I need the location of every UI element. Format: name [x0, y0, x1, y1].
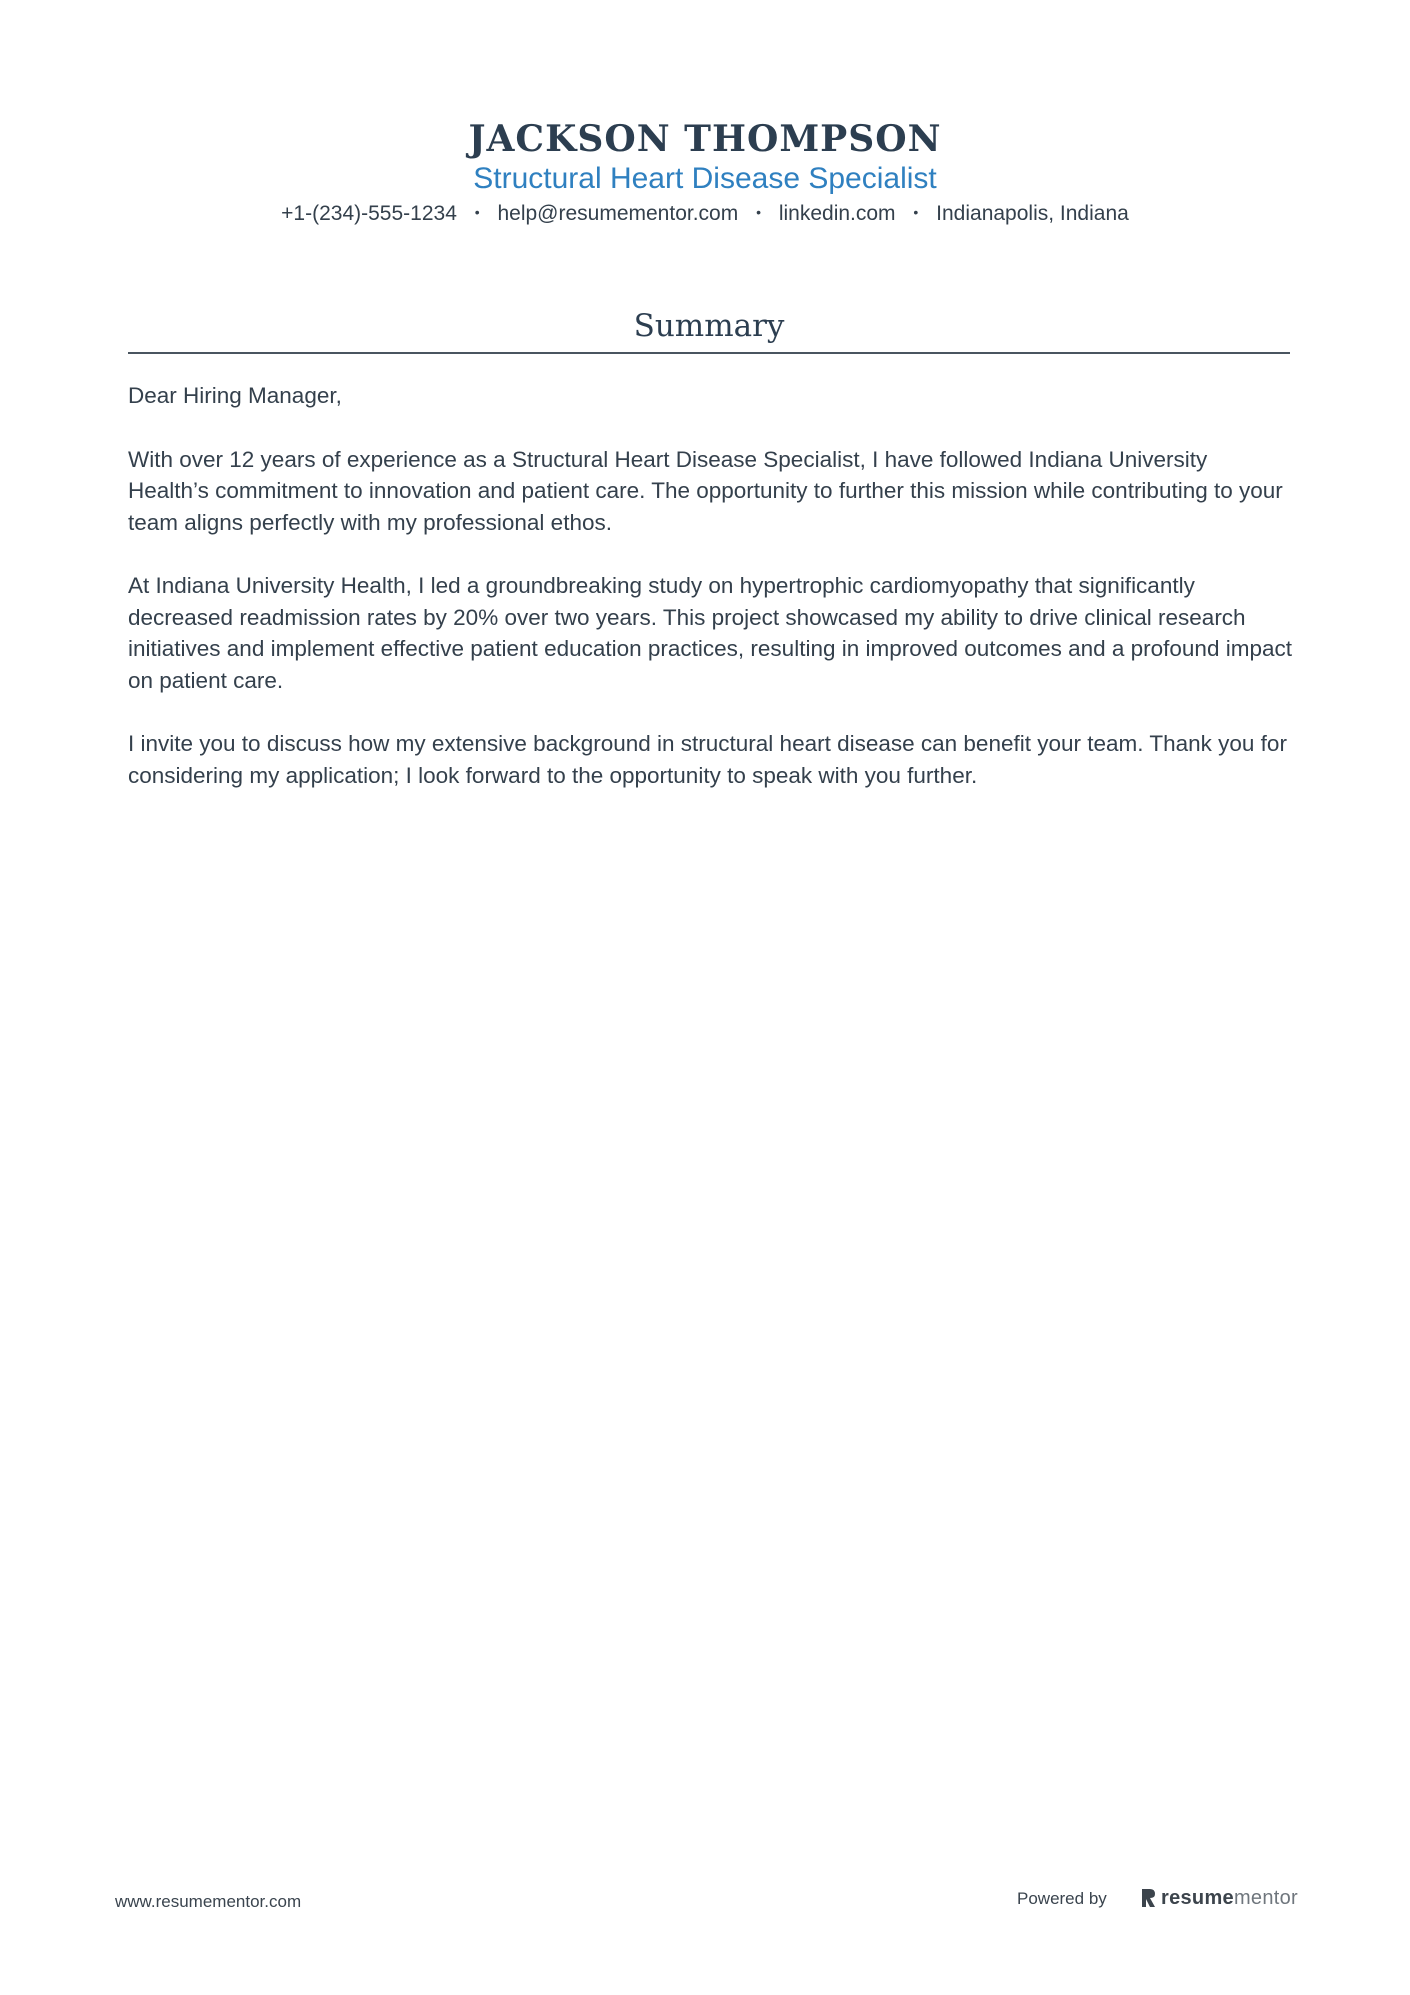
- letter-paragraph: With over 12 years of experience as a Structural Heart Disease Specialist, I have followed Indiana University Health’s commitment to innovation and patient care. The opportunity to further this mission while contributing to your team aligns perfectly with my professional ethos.: [128, 446, 1283, 535]
- contact-separator: •: [474, 204, 480, 221]
- applicant-job-title: Structural Heart Disease Specialist: [473, 162, 937, 195]
- brand-wordmark-bold: resume: [1161, 1886, 1234, 1909]
- letter-paragraph: I invite you to discuss how my extensive background in structural heart disease can benefit your team. Thank you for considering my application; I look forward to the opportunity to speak with you further.: [128, 731, 1287, 788]
- contact-separator: •: [756, 204, 761, 221]
- contact-separator: •: [913, 204, 919, 221]
- letter-salutation: Dear Hiring Manager,: [128, 383, 342, 408]
- resumementor-logo-icon: [1140, 1887, 1156, 1909]
- contact-email: help@resumementor.com: [497, 202, 739, 225]
- contact-phone: +1-(234)-555-1234: [281, 202, 457, 225]
- letter-paragraph: At Indiana University Health, I led a groundbreaking study on hypertrophic cardiomyopathy that significantly decreased readmission rates by 20% over two years. This project showcased my ability to drive clinical research initiatives and implement effective patient education practices, resulting in improved outcomes and a profound impact on patient care.: [128, 573, 1292, 693]
- resume-header: [0, 115, 1410, 229]
- applicant-name: JACKSON THOMPSON: [468, 118, 942, 160]
- footer-powered-by: Powered by: [1017, 1889, 1107, 1908]
- section-divider: [128, 352, 1290, 354]
- brand-wordmark: [1161, 1887, 1298, 1910]
- section-heading-summary: Summary: [633, 308, 785, 344]
- footer-website: www.resumementor.com: [115, 1892, 302, 1911]
- cover-letter-body: [128, 380, 1293, 823]
- contact-info-row: [0, 199, 1410, 229]
- brand-wordmark-light: mentor: [1233, 1886, 1298, 1909]
- footer-brand-logo: [1140, 1885, 1298, 1911]
- contact-location: Indianapolis, Indiana: [936, 202, 1129, 225]
- contact-linkedin: linkedin.com: [778, 202, 896, 225]
